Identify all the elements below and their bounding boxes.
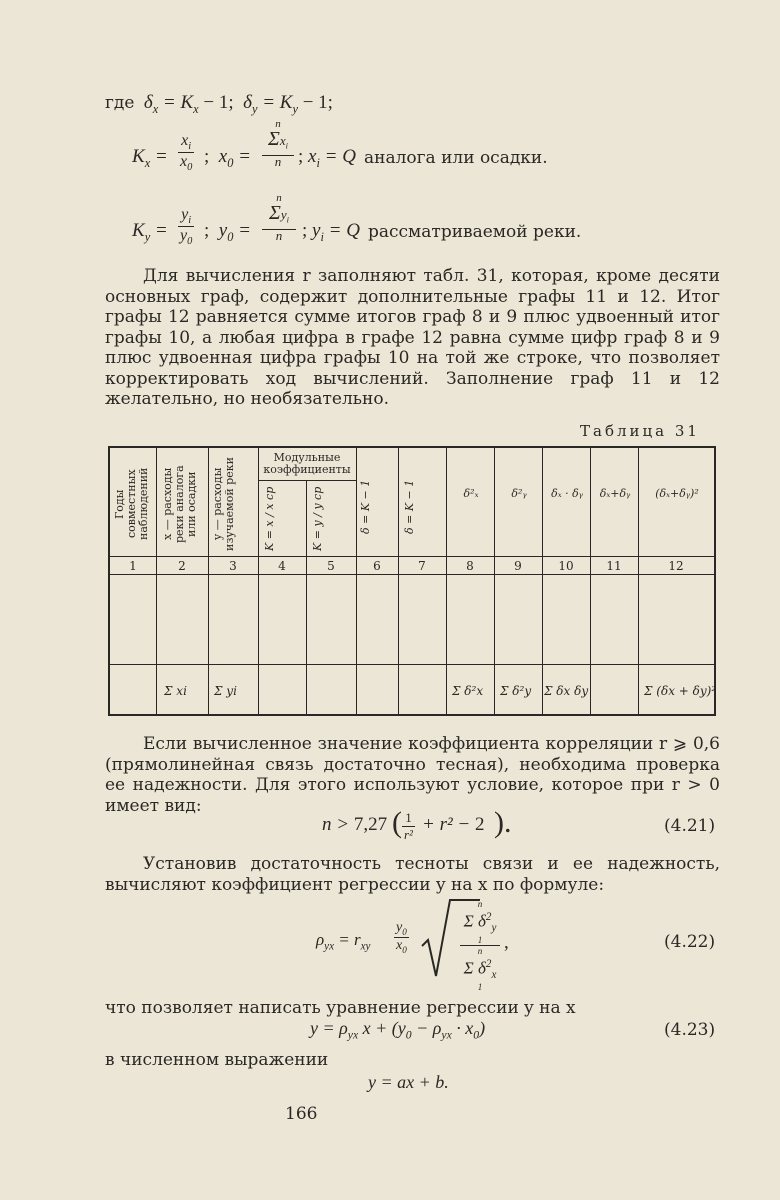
equation-number-4-23: (4.23) [664, 1020, 716, 1040]
sum-y: Σ yi [214, 684, 237, 698]
equation-final: y = ax + b. [368, 1072, 449, 1092]
header-kx: K = x / x ср [263, 486, 276, 552]
sum-delta-xy: Σ δx δy [544, 684, 589, 698]
sum-delta-y-sq: Σ δ²y [500, 684, 532, 698]
header-delta-x: δ = K − 1 [359, 479, 372, 535]
paragraph-table-description: Для вычисления r заполняют табл. 31, которая, кроме десяти основных граф, содержит дополнительные графы 11 и 12. Итог графы 12 равняется сумме итогов граф 8 и 9 плюс удвоенный итог графы 10, а любая цифра в графе 12 равна сумме цифр граф 8 и 9 плюс удвоенная цифра графы 10 на той же строке, что позволяет корректировать ход вычислений. Заполнение граф 11 и 12 желательно, но необязательно. [105, 266, 720, 409]
col-num: 7 [418, 559, 426, 573]
header-delta-sum-sq: (δₓ+δᵧ)² [655, 487, 699, 500]
sum-x: Σ xi [164, 684, 187, 698]
paragraph-regression-equation: что позволяет написать уравнение регрессии y на x [105, 998, 576, 1018]
col-num: 6 [373, 559, 381, 573]
col-num: 3 [229, 559, 237, 573]
col-num: 5 [327, 559, 335, 573]
equation-4-23: $y = \rho_{yx}$ $x + (y_0 - \rho_{yx} \cdot x_0)$ [310, 1018, 486, 1042]
sum-delta-sum-sq: Σ (δx + δy)² [644, 684, 717, 698]
col-num: 9 [514, 559, 522, 573]
where-word: где [105, 93, 135, 113]
header-delta-x-sq: δ²ₓ [463, 487, 479, 500]
col-num: 8 [466, 559, 474, 573]
col-num: 11 [606, 559, 622, 573]
header-delta-y: δ = K − 1 [403, 479, 416, 535]
header-modular-coefficients: Модульные коэффициенты [263, 451, 351, 476]
col-num: 1 [129, 559, 137, 573]
paragraph-numeric-form: в численном выражении [105, 1050, 329, 1070]
header-delta-xy: δₓ · δᵧ [551, 487, 583, 500]
sum-delta-x-sq: Σ δ²x [452, 684, 484, 698]
header-y: y — расходы изучаемой реки [211, 457, 236, 551]
equation-number-4-22: (4.22) [664, 932, 716, 952]
col-num: 12 [668, 559, 684, 573]
col-num: 10 [558, 559, 574, 573]
header-delta-sum: δₓ+δᵧ [599, 487, 631, 500]
correlation-table [108, 446, 716, 716]
paragraph-correlation-check: Если вычисленное значение коэффициента корреляции r ⩾ 0,6 (прямолинейная связь достаточно тесная), необходима проверка ее надежности. Для этого используют условие, которое при r > 0 имеет вид: [105, 734, 720, 816]
page-number: 166 [285, 1104, 318, 1124]
header-delta-y-sq: δ²ᵧ [511, 487, 527, 500]
formula-line-deltas: где $\delta_x = K_x - 1$; $\delta_y = K_y - 1$; [105, 92, 333, 116]
header-x: x — расходы реки аналога или осадки [161, 465, 198, 543]
col-num: 2 [178, 559, 186, 573]
table-caption: Таблица 31 [580, 422, 700, 440]
equation-4-22: $\rho_{yx} = r_{xy}$ $\frac{y_0}{x_0}$ n Σ $\delta^2_y$ 1 n Σ $\delta^2_x$ 1 , [316, 896, 536, 982]
equation-number-4-21: (4.21) [664, 816, 716, 836]
header-years: Годы совместных наблюдений [113, 467, 150, 541]
book-page: где $\delta_x = K_x - 1$; $\delta_y = K_y - 1$; $K_x$ = $\frac{x_i}{x_0}$ ; $x_0$ = n $\Sigma x_i$ n ; $x_i = Q$ аналога или осадки. $K_y$ = $\frac{y_i}{y_0}$ ; $y_0$ = n $\Sigma y_i$ n ; $y_i = Q$ рассматриваемой реки. Для вычисления r заполняют табл. 31, которая, кроме десяти основных граф, содержит дополнительные графы 11 и 12. Итог графы 12 равняется сумме итогов граф 8 и 9 плюс удвоенный итог графы 10, а любая цифра в графе 12 равна сумме цифр граф 8 и 9 плюс удвоенная цифра графы 10 на той же строке, что позволяет корректировать ход вычислений. Заполнение граф 11 и 12 желательно, но необязательно. Таблица 31 Годы совместных наблюдений x — расходы реки аналога или осадки y — расходы изучаемой реки Модульные коэффициенты K = x / x ср K = y / y ср δ = K − 1 δ = K − 1 δ²ₓ δ²ᵧ δₓ · δᵧ δₓ+δᵧ (δₓ+δᵧ)² 1 2 3 4 5 6 7 8 9 10 11 12 Σ xi Σ yi Σ δ²x Σ δ²y Σ δx δy Σ (δx + δy)² Если вычисленное значение коэффициента корреляции r ⩾ 0,6 (прямолинейная связь достаточно тесная), необходима проверка ее надежности. Для этого используют условие, которое при r > 0 имеет вид: n > 7,27 ( $\frac{1}{\text{r²}}$ + r² − 2 ). (4.21) Установив достаточность тесноты связи и ее надежность, вычисляют коэффициент регрессии y на x по формуле: $\rho_{yx} = r_{xy}$ $\frac{y_0}{x_0}$ n Σ $\delta^2_y$ 1 n Σ $\delta^2_x$ 1 , (4.22) что позволяет написать уравнение регрессии y на x $y = \rho_{yx}$ $x + (y_0 - \rho_{yx} \cdot x_0)$ (4.23) в численном выражении y = ax + b. 166 [105, 92, 720, 1124]
paragraph-regression-coefficient: Установив достаточность тесноты связи и ее надежность, вычисляют коэффициент регрессии y на x по формуле: [105, 854, 720, 895]
col-num: 4 [278, 559, 286, 573]
header-ky: K = y / y ср [311, 486, 324, 552]
